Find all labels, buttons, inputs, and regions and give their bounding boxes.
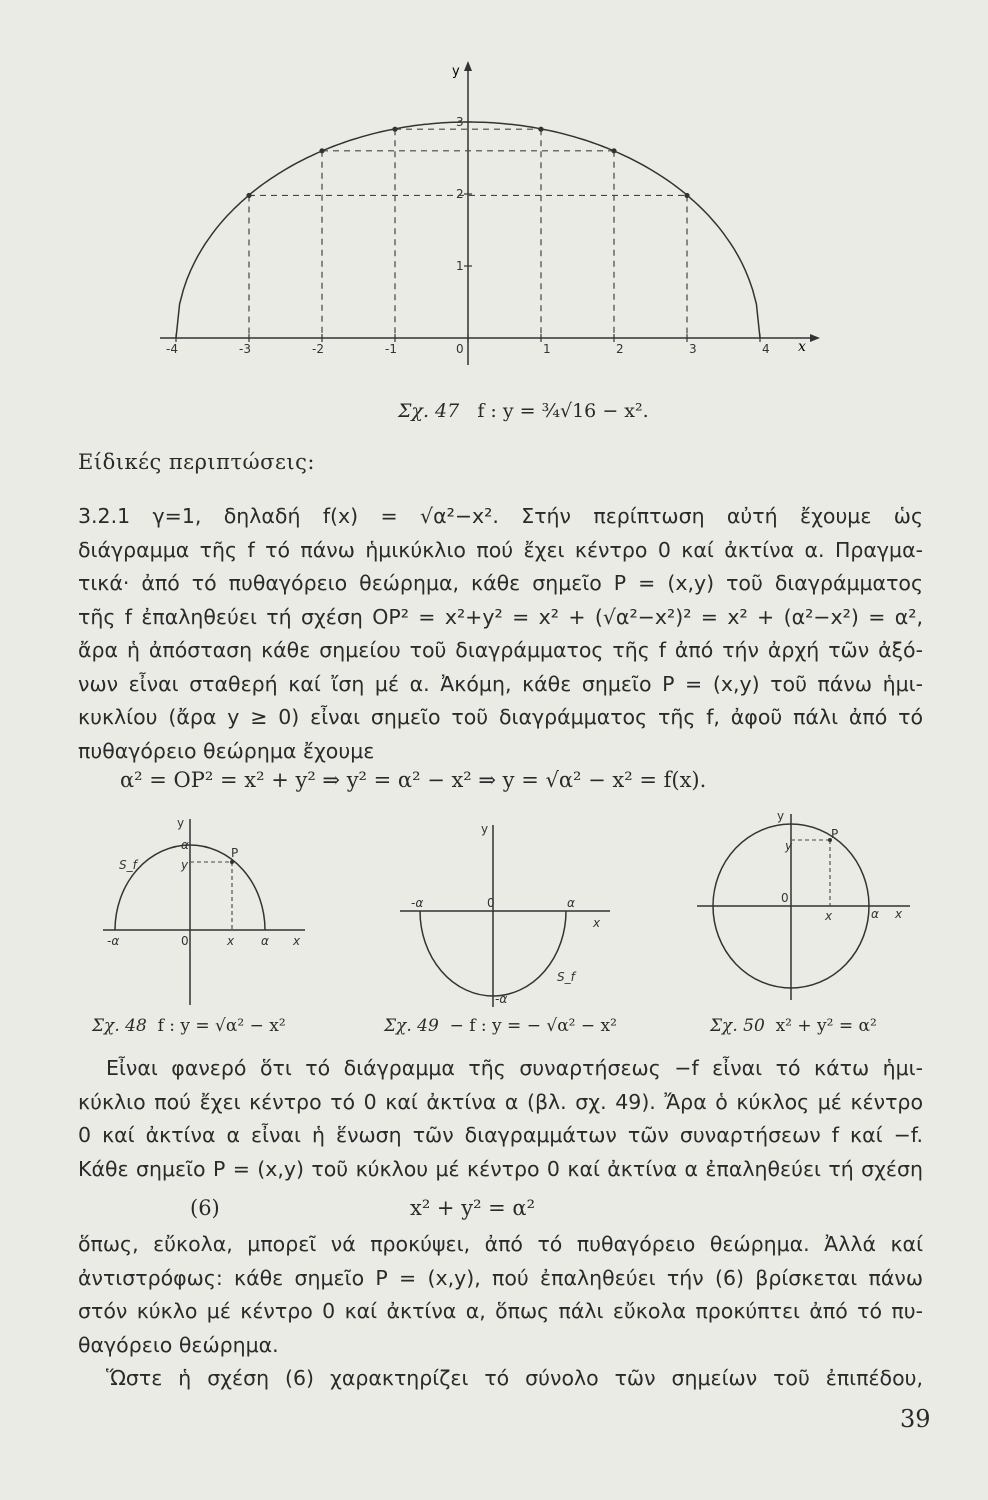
text-line: Ὥστε ἡ σχέση (6) χαρακτηρίζει τό σύνολο τῶν σημείων τοῦ ἐπιπέδου, <box>106 1366 923 1390</box>
text-line: τικά· ἀπό τό πυθαγόρειο θεώρημα, κάθε σημεῖο P = (x,y) τοῦ διαγράμματος <box>78 571 923 595</box>
fig47-point <box>612 149 616 153</box>
paragraph-3 <box>78 1228 923 1362</box>
fig47-caption-label: Σχ. 47 <box>398 400 460 422</box>
fig48-label: y <box>181 858 189 872</box>
fig47-x-tick-label: 0 <box>456 342 464 356</box>
fig47-x-tick-label: -4 <box>166 342 178 356</box>
fig48-caption-formula: f : y = √α² − x² <box>157 1016 286 1036</box>
fig48-label: P <box>231 846 239 860</box>
text-line: τῆς f ἐπαληθεύει τή σχέση OP² = x²+y² = x² + (√α²−x²)² = x² + (α²−x²) = α², <box>78 604 923 629</box>
text-line: κυκλίου (ἄρα y ≥ 0) εἶναι σημεῖο τοῦ διαγράμματος τῆς f, ἀφοῦ πάλι ἀπό τό <box>78 705 923 729</box>
fig49-label: x <box>593 916 601 930</box>
fig49-label: 0 <box>487 896 495 910</box>
fig47-caption <box>398 400 649 422</box>
fig47-point <box>393 127 397 131</box>
fig48-label: y <box>177 816 185 830</box>
fig48-caption-label: Σχ. 48 <box>92 1016 147 1036</box>
fig48-label: α <box>181 838 189 852</box>
fig47-x-tick-label: -3 <box>239 342 251 356</box>
figure-50 <box>695 800 925 1005</box>
fig47-x-tick-label: 1 <box>543 342 551 356</box>
text-line: Εἶναι φανερό ὅτι τό διάγραμμα τῆς συναρτήσεως −f εἶναι τό κάτω ἡμι- <box>106 1056 923 1080</box>
fig47-caption-formula: f : y = ¾√16 − x². <box>477 400 649 422</box>
fig48-label: x <box>293 934 301 948</box>
text-line: ὅπως, εὔκολα, μπορεῖ νά προκύψει, ἀπό τό πυθαγόρειο θεώρημα. Ἀλλά καί <box>78 1232 923 1256</box>
fig49-label: y <box>481 822 489 836</box>
fig47-x-tick-label: -1 <box>385 342 397 356</box>
figure-48 <box>95 805 325 1010</box>
fig47-x-tick-label: 3 <box>689 342 697 356</box>
text-line: κύκλιο πού ἔχει κέντρο τό 0 καί ἀκτίνα α (βλ. σχ. 49). Ἄρα ὁ κύκλος μέ κέντρο <box>78 1089 923 1114</box>
text-line: ἀντιστρόφως: κάθε σημεῖο P = (x,y), πού ἐπαληθεύει τήν (6) βρίσκεται πάνω <box>78 1265 923 1290</box>
text-line: διάγραμμα τῆς f τό πάνω ἡμικύκλιο πού ἔχει κέντρο 0 καί ἀκτίνα α. Πραγμα- <box>78 537 923 562</box>
fig47-point <box>320 149 324 153</box>
equation-6-label: (6) <box>190 1196 220 1220</box>
fig50-label: y <box>785 839 793 853</box>
text-line: 0 καί ἀκτίνα α εἶναι ἡ ἕνωση τῶν διαγραμμάτων τῶν συναρτήσεων f καί −f. <box>78 1123 923 1147</box>
page-number: 39 <box>900 1405 931 1433</box>
fig48-caption <box>92 1016 286 1036</box>
fig48-label: 0 <box>181 934 189 948</box>
fig48-label: x <box>227 934 235 948</box>
fig50-caption <box>710 1016 877 1036</box>
paragraph-4 <box>78 1362 923 1396</box>
fig49-caption-formula: − f : y = − √α² − x² <box>449 1016 617 1036</box>
fig47-x-tick-label: 2 <box>616 342 624 356</box>
fig50-label: y <box>777 809 785 823</box>
fig48-label: -α <box>107 934 120 948</box>
fig50-caption-label: Σχ. 50 <box>710 1016 765 1036</box>
fig47-point <box>685 193 689 197</box>
fig49-label: -α <box>495 992 508 1006</box>
text-line: 3.2.1 γ=1, δηλαδή f(x) = √α²−x². Στήν περίπτωση αὐτή ἔχουμε ὡς <box>78 504 923 528</box>
paragraph-2 <box>78 1052 923 1186</box>
fig50-label: x <box>895 907 903 921</box>
figure-47 <box>150 55 830 375</box>
fig47-y-tick-label: 2 <box>456 187 464 201</box>
paragraph-1 <box>78 500 923 768</box>
fig49-label: -α <box>411 896 424 910</box>
equation-6: x² + y² = α² <box>410 1196 536 1220</box>
equation-1: α² = OP² = x² + y² ⇒ y² = α² − x² ⇒ y = √α² − x² = f(x). <box>120 768 707 792</box>
fig50-label: 0 <box>781 891 789 905</box>
fig48-label: S_f <box>119 858 137 872</box>
text-line: ἄρα ἡ ἀπόσταση κάθε σημείου τοῦ διαγράμματος τῆς f ἀπό τήν ἀρχή τῶν ἀξό- <box>78 638 923 662</box>
fig47-y-tick-label: 3 <box>456 115 464 129</box>
fig49-caption <box>384 1016 617 1036</box>
fig47-x-tick-label: -2 <box>312 342 324 356</box>
figure-49 <box>395 815 625 1015</box>
fig50-label: P <box>831 827 839 841</box>
fig48-label: α <box>261 934 269 948</box>
fig47-x-label: x <box>798 339 806 355</box>
fig50-label: α <box>871 907 879 921</box>
fig47-y-label: y <box>452 64 460 79</box>
text-line: πυθαγόρειο θεώρημα ἔχουμε <box>78 738 375 763</box>
text-line: θαγόρειο θεώρημα. <box>78 1332 279 1357</box>
text-line: στόν κύκλο μέ κέντρο 0 καί ἀκτίνα α, ὅπως πάλι εὔκολα προκύπτει ἀπό τό πυ- <box>78 1299 923 1323</box>
fig47-point <box>247 193 251 197</box>
fig47-x-tick-label: 4 <box>762 342 770 356</box>
fig47-y-tick-label: 1 <box>456 259 464 273</box>
text-line: Κάθε σημεῖο P = (x,y) τοῦ κύκλου μέ κέντρο 0 καί ἀκτίνα α ἐπαληθεύει τή σχέση <box>78 1156 923 1181</box>
text-line: νων εἶναι σταθερή καί ἴση μέ α. Ἀκόμη, κάθε σημεῖο P = (x,y) τοῦ πάνω ἡμι- <box>78 671 923 696</box>
fig47-point <box>539 127 543 131</box>
fig49-label: α <box>567 896 575 910</box>
section-heading: Είδικές περιπτώσεις: <box>78 450 315 474</box>
fig50-caption-formula: x² + y² = α² <box>775 1016 877 1036</box>
fig49-caption-label: Σχ. 49 <box>384 1016 439 1036</box>
fig49-label: S_f <box>557 970 575 984</box>
fig50-label: x <box>825 909 833 923</box>
